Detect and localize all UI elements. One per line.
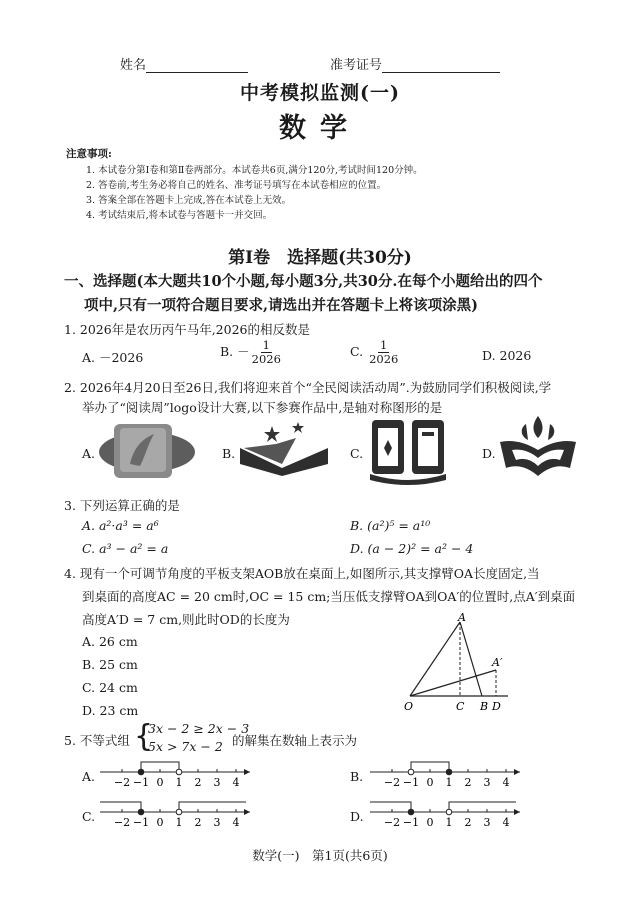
note-item: 3. 答案全部在答题卡上完成,答在本试卷上无效。 [86,195,292,206]
tick-label: 3 [213,776,221,789]
endpoint-dot [176,809,182,815]
q1-c-numerator: 1 [380,338,388,352]
q4-option-a: A. 26 cm [82,634,138,649]
number-line-a [96,756,256,792]
note-item: 4. 考试结束后,将本试卷与答题卡一并交回。 [86,210,273,221]
solution-ray-left [370,802,411,812]
q2-label-d: D. [482,446,496,461]
notes-heading: 注意事项: [66,148,112,160]
tick-label: −1 [402,776,420,789]
section-title: 第Ⅰ卷 选择题(共30分) [228,248,412,268]
tick-label: −2 [113,776,131,789]
tick-label: 1 [445,776,453,789]
logo-c-book-icon [366,414,450,486]
endpoint-dot [176,769,182,775]
q4-line3: 高度A′D = 7 cm,则此时OD的长度为 [82,612,290,627]
tick-label: −2 [383,816,401,829]
q3-option-b: B. (a²)⁵ = a¹⁰ [350,518,431,533]
q4-line1: 4. 现有一个可调节角度的平板支架AOB放在桌面上,如图所示,其支撑臂OA长度固定,当 [64,566,540,581]
q2-line1: 2. 2026年4月20日至26日,我们将迎来首个“全民阅读活动周”.为鼓励同学们积极阅读,学 [64,380,552,395]
solution-ray-left [100,802,141,812]
tick-label: 4 [502,776,510,789]
q4-option-d: D. 23 cm [82,703,139,718]
part-instruction-line1: 一、选择题(本大题共10个小题,每小题3分,共30分.在每个小题给出的四个 [64,273,543,290]
q2-line2: 举办了“阅读周”logo设计大赛,以下参赛作品中,是轴对称图形的是 [82,400,443,415]
endpoint-dot [138,769,144,775]
name-blank [146,72,248,73]
number-line-c [96,796,256,832]
tick-label: 2 [464,776,472,789]
tick-label: 3 [483,776,491,789]
tick-label: 3 [213,816,221,829]
q1-option-d: D. 2026 [482,348,532,363]
q2-label-a: A. [82,446,96,461]
endpoint-dot [446,809,452,815]
q5-suffix: 的解集在数轴上表示为 [232,733,358,748]
q5-inequality-1: 3x − 2 ≥ 2x − 3 [148,721,250,736]
tick-label: 2 [464,816,472,829]
tick-label: 4 [232,776,240,789]
q5-inequality-2: 5x > 7x − 2 [148,739,223,754]
q5-label-b: B. [350,769,364,784]
logo-b-open-book-icon [236,418,332,478]
name-label: 姓名 [120,58,147,73]
logo-d-book-icon [498,410,578,486]
q3-option-d: D. (a − 2)² = a² − 4 [350,541,474,556]
tick-label: 0 [156,776,164,789]
fig-label-a-prime: A′ [492,656,503,669]
tick-label: 2 [194,816,202,829]
endpoint-dot [408,769,414,775]
number-line-d [366,796,526,832]
q1-option-c: C. $\frac{1}{2026}$ [350,338,399,366]
tick-label: 4 [502,816,510,829]
part-instruction-line2: 项中,只有一项符合题目要求,请选出并在答题卡上将该项涂黑) [84,297,478,314]
id-blank [382,72,500,73]
tick-label: 1 [175,776,183,789]
fig-label-c: C [456,700,465,713]
logo-a-book-icon [96,416,198,482]
fig-label-b: B [480,700,489,713]
q1-b-denominator: 2026 [251,352,281,366]
endpoint-dot [408,809,414,815]
endpoint-dot [446,769,452,775]
name-field [120,54,248,73]
q1-option-a: A. －2026 [82,350,144,365]
tick-label: −1 [132,776,150,789]
tick-label: −2 [113,816,131,829]
q5-label-a: A. [82,769,96,784]
q1-stem: 1. 2026年是农历丙午马年,2026的相反数是 [64,322,310,337]
q2-label-b: B. [222,446,236,461]
system-brace: { [134,719,154,754]
tick-label: 2 [194,776,202,789]
tick-label: −1 [402,816,420,829]
axis-arrow [244,809,250,815]
q4-line2: 到桌面的高度AC = 20 cm时,OC = 15 cm;当压低支撑臂OA到OA′的位置时,点A′到桌面 [82,589,576,604]
page-footer: 数学(一) 第1页(共6页) [252,848,388,863]
q2-label-c: C. [350,446,364,461]
tick-label: 1 [175,816,183,829]
id-field [330,54,500,73]
note-item: 2. 答卷前,考生务必将自己的姓名、准考证号填写在本试卷相应的位置。 [86,180,387,191]
tick-label: −1 [132,816,150,829]
exam-title: 中考模拟监测(一) [240,82,400,104]
axis-arrow [244,769,250,775]
endpoint-dot [138,809,144,815]
tick-label: 4 [232,816,240,829]
q1-c-denominator: 2026 [369,352,399,366]
q3-option-c: C. a³ − a² = a [82,541,169,556]
tick-label: 1 [445,816,453,829]
axis-arrow [514,809,520,815]
id-label: 准考证号 [330,58,383,73]
q1-b-numerator: 1 [262,338,270,352]
q3-stem: 3. 下列运算正确的是 [64,498,180,513]
axis-arrow [514,769,520,775]
q1-option-b: B. － $\frac{1}{2026}$ [220,338,281,366]
tick-label: 0 [426,776,434,789]
subject-title: 数学 [279,113,361,144]
tick-label: 0 [156,816,164,829]
number-line-b [366,756,526,792]
q3-option-a: A. a²·a³ = a⁶ [82,518,159,533]
fig-label-a: A [458,612,466,624]
tick-label: 0 [426,816,434,829]
q4-tablet-stand-figure [396,612,516,716]
fig-label-d: D [492,700,501,713]
tick-label: 3 [483,816,491,829]
q4-option-b: B. 25 cm [82,657,138,672]
fig-label-o: O [404,700,414,713]
note-item: 1. 本试卷分第Ⅰ卷和第Ⅱ卷两部分。本试卷共6页,满分120分,考试时间120分钟。 [86,165,423,176]
q5-label-d: D. [350,809,364,824]
q4-option-c: C. 24 cm [82,680,138,695]
q5-prefix: 5. 不等式组 [64,733,130,748]
q5-label-c: C. [82,809,96,824]
tick-label: −2 [383,776,401,789]
